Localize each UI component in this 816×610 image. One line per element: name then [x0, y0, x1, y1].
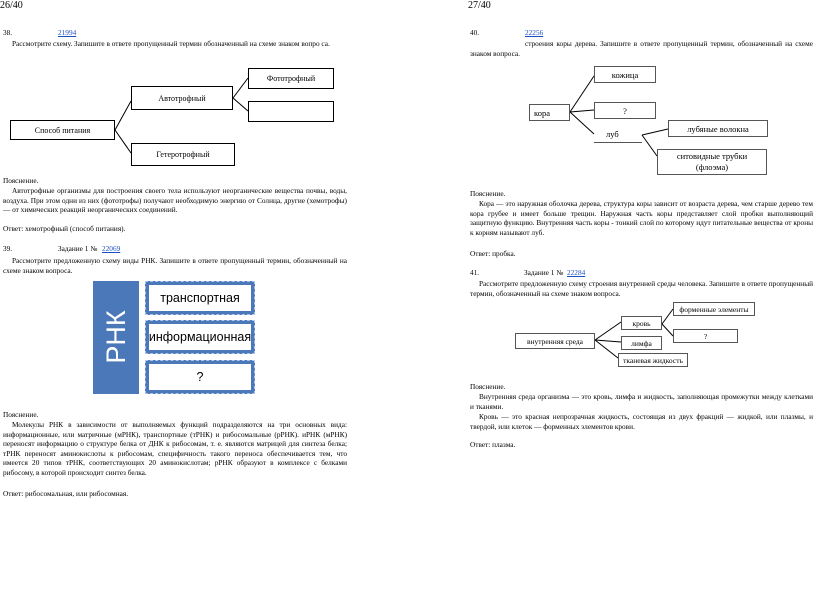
- line-sub: [662, 309, 673, 324]
- answer-text: Ответ: плазма.: [470, 440, 516, 449]
- bark-sub-label: (флоэма): [695, 162, 729, 172]
- rna-title: РНК: [101, 310, 131, 364]
- question-prompt: Рассмотрите схему. Запишите в ответе пропущенный термин обозначенный на схеме знаком вопро са.: [12, 39, 330, 48]
- question-number: 38.: [3, 28, 13, 37]
- diagram-missing-box: [248, 101, 334, 122]
- diagram-heterotroph-box: Гетеротрофный: [131, 143, 235, 166]
- rna-item-label: ?: [149, 364, 251, 390]
- bark-sub-label: ситовидные трубки: [676, 151, 748, 161]
- diagram-phototroph-box: Фототрофный: [248, 68, 334, 89]
- line-auto-missing: [233, 98, 248, 111]
- task-label: Задание 1 №: [58, 244, 98, 253]
- question-prompt: Рассмотрите предложенную схему строения внутренней среды человека. Запишите в ответе пропущенный термин, обозначенный на схеме знаком вопроса.: [470, 279, 813, 298]
- env-item-box: тканевая жидкость: [618, 353, 688, 367]
- question-number: 41.: [470, 268, 480, 277]
- explanation-text: Автотрофные организмы для построения своего тела используют неорганические вещества почвы, воды, воздуха. При этом одни из них (фототрофы) получают необходимую энергию от Солнца, другие (хемотрофы) — от химических реакций неорганических соединений.: [3, 186, 347, 215]
- line-root-item: [570, 110, 594, 112]
- bark-item-box: кожица: [594, 66, 656, 83]
- line-root-item: [570, 76, 594, 112]
- env-root-box: внутренняя среда: [515, 333, 595, 349]
- question-number: 39.: [3, 244, 13, 253]
- line-root-item: [595, 322, 621, 340]
- answer-text: Ответ: хемотрофный (способ питания).: [3, 224, 126, 233]
- line-sub: [642, 135, 657, 156]
- line-sub: [642, 129, 668, 135]
- diagram-autotroph-box: Автотрофный: [131, 86, 233, 110]
- question-prompt: строения коры дерева. Запишите в ответе пропущенный термин, обозначенный на схеме знаком вопроса.: [470, 39, 813, 58]
- bark-item-label: луб: [594, 126, 642, 143]
- diagram-root-box: Способ питания: [10, 120, 115, 140]
- line-auto-photo: [233, 78, 248, 98]
- question-link[interactable]: 22069: [102, 244, 121, 253]
- rna-item-box: [145, 281, 255, 315]
- answer-text: Ответ: рибосомальная, или рибосомная.: [3, 489, 129, 498]
- question-link[interactable]: 22256: [525, 28, 544, 37]
- explanation-label: Пояснение.: [3, 410, 39, 419]
- explanation-text: Кора — это наружная оболочка дерева, структура коры зависит от возраста дерева, чем старше дерево тем кора грубее и имеет больше трещин. Наружная часть коры представляет слой пробки выполняющий защитную функцию. Внутренняя часть коры - тонкий слой по которому идут питательные вещества от кроны к корням называют луб.: [470, 199, 813, 237]
- bark-sub-box: [657, 149, 767, 175]
- task-label: Задание 1 №: [524, 268, 564, 277]
- explanation-label: Пояснение.: [470, 382, 506, 391]
- rna-item-label: транспортная: [149, 285, 251, 311]
- answer-text: Ответ: пробка.: [470, 249, 516, 258]
- line-sub: [662, 324, 673, 336]
- line-root-item: [595, 340, 621, 342]
- page-number: 27/40: [468, 0, 491, 11]
- line-root-hetero: [115, 130, 131, 153]
- bark-sub-box: лубяные волокна: [668, 120, 768, 137]
- bark-item-box: ?: [594, 102, 656, 119]
- env-item-box: лимфа: [621, 336, 662, 350]
- line-root-item: [595, 340, 618, 358]
- rna-item-box: [145, 360, 255, 394]
- explanation-label: Пояснение.: [3, 176, 39, 185]
- rna-item-label: информационная: [149, 324, 251, 350]
- page-number: 26/40: [0, 0, 23, 11]
- question-link[interactable]: 21994: [58, 28, 77, 37]
- explanation-text: Кровь — это красная непрозрачная жидкость, состоящая из двух фракций — жидкой, или плазмы, и твердой, или клеток — форменных элементов крови.: [470, 412, 813, 431]
- env-item-box: кровь: [621, 316, 662, 330]
- explanation-text: Молекулы РНК в зависимости от выполняемых функций подразделяются на три основных вида: информационные, или матричные (мРНК), транспортные (тРНК) и рибосомальные (рРНК). иРНК (мРНК) переносят информацию о структуре белка от ДНК к рибосомам, т. е. являются матрицей для синтеза белка; тРНК переносят аминокислоты к рибосомам, специфичность такого переноса обеспечивается тем, что имеется 20 типов тРНК, соответствующих 20 аминокислотам; рРНК образуют в комплексе с белками рибосому, в которой происходит синтез белка.: [3, 420, 347, 477]
- env-sub-box: ?: [673, 329, 738, 343]
- question-prompt: Рассмотрите предложенную схему виды РНК. Запишите в ответе пропущенный термин, обозначенный на схеме знаком вопроса.: [3, 256, 347, 275]
- question-link[interactable]: 22284: [567, 268, 586, 277]
- question-number: 40.: [470, 28, 480, 37]
- line-root-item: [570, 112, 594, 134]
- line-root-auto: [115, 101, 131, 130]
- bark-root-box: кора: [529, 104, 570, 121]
- explanation-text: Внутренняя среда организма — это кровь, лимфа и жидкость, заполняющая промежутки между клетками и тканями.: [470, 392, 813, 411]
- env-sub-box: форменные элементы: [673, 302, 755, 316]
- rna-item-box: [145, 320, 255, 354]
- explanation-label: Пояснение.: [470, 189, 506, 198]
